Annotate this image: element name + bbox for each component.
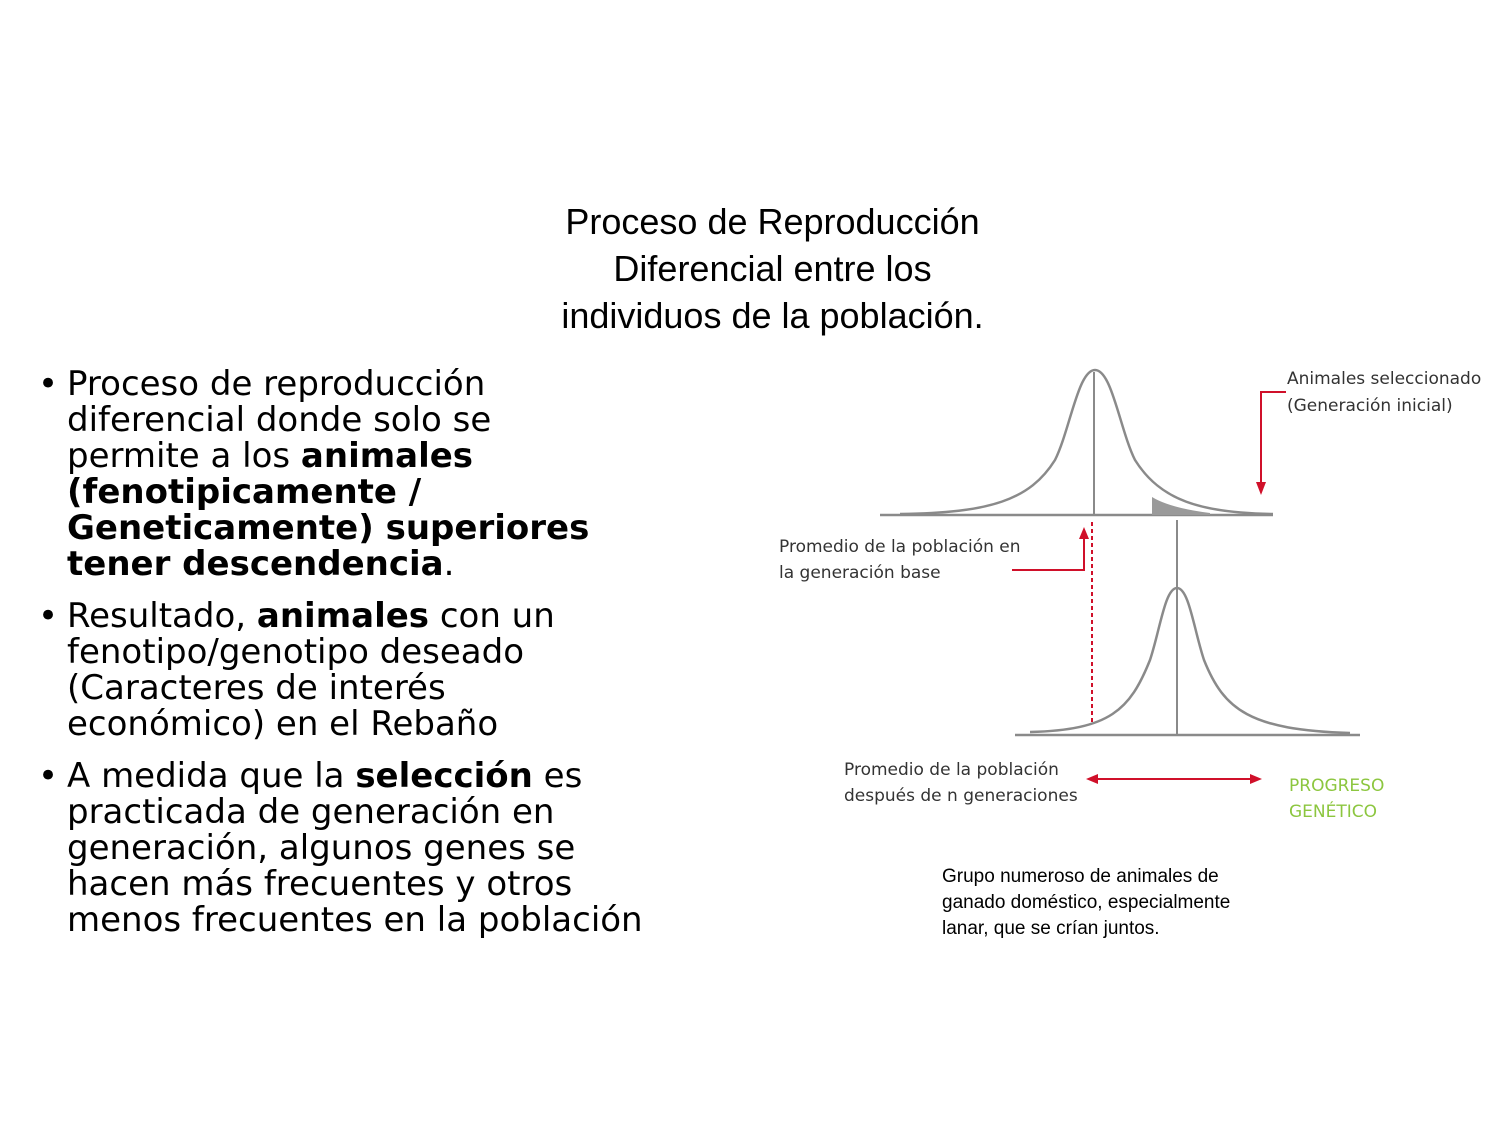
- bullet-line: [67, 902, 678, 938]
- diagram-caption: [942, 864, 1302, 942]
- caption-line-1: Grupo numeroso de animales de: [942, 866, 1219, 887]
- genetic-progress-arrowhead-left: [1086, 774, 1098, 784]
- bullet-text: es: [532, 756, 583, 796]
- base-distribution-curve: [900, 370, 1273, 514]
- bullet-line: [67, 794, 678, 830]
- bullet-item: [38, 366, 678, 582]
- bullet-item: [38, 598, 678, 742]
- bullet-text: menos frecuentes en la población: [67, 900, 643, 940]
- bullet-bold-text: (fenotipicamente /: [67, 472, 422, 512]
- bullet-line: [67, 510, 678, 546]
- base-mean-label-1: Promedio de la población en: [779, 537, 1021, 557]
- title-line-3: individuos de la población.: [561, 295, 984, 336]
- bullet-text: fenotipo/genotipo deseado: [67, 632, 525, 672]
- bullet-item: [38, 758, 678, 938]
- bullet-bold-text: animales: [256, 596, 430, 636]
- genetic-progress-label-1: PROGRESO: [1289, 776, 1385, 796]
- selection-diagram: [740, 350, 1485, 850]
- selected-animals-label-2: (Generación inicial): [1287, 396, 1453, 416]
- bullet-list: [38, 366, 678, 954]
- bullet-text: A medida que la: [67, 756, 356, 796]
- bullet-text: generación, algunos genes se: [67, 828, 576, 868]
- bullet-text: Resultado,: [67, 596, 257, 636]
- genetic-progress-arrowhead-right: [1250, 774, 1262, 784]
- base-mean-arrow: [1012, 536, 1084, 570]
- bullet-line: [67, 866, 678, 902]
- selected-animals-arrow: [1261, 392, 1286, 486]
- bullet-bold-text: Geneticamente) superiores: [67, 508, 590, 548]
- bullet-text: .: [443, 544, 455, 584]
- bullet-line: [67, 366, 678, 402]
- bullet-line: [67, 598, 678, 634]
- bullet-line: [67, 830, 678, 866]
- selected-animals-label-1: Animales seleccionado: [1287, 369, 1482, 389]
- bullet-line: [67, 634, 678, 670]
- bullet-line: [67, 402, 678, 438]
- bullet-text: hacen más frecuentes y otros: [67, 864, 573, 904]
- base-mean-label-2: la generación base: [779, 563, 941, 583]
- bullet-bold-text: animales: [300, 436, 474, 476]
- bullet-text: económico) en el Rebaño: [67, 704, 499, 744]
- bullet-line: [67, 438, 678, 474]
- caption-line-3: lanar, que se crían juntos.: [942, 918, 1160, 939]
- bullet-dot-icon: •: [38, 364, 59, 404]
- caption-line-2: ganado doméstico, especialmente: [942, 892, 1231, 913]
- after-generations-label-1: Promedio de la población: [844, 760, 1059, 780]
- genetic-progress-label-2: GENÉTICO: [1289, 802, 1378, 822]
- title-line-2: Diferencial entre los: [613, 248, 932, 289]
- bullet-line: [67, 706, 678, 742]
- slide-title: [460, 198, 1085, 339]
- selected-animals-arrowhead: [1256, 482, 1266, 495]
- bullet-text: con un: [429, 596, 555, 636]
- bullet-line: [67, 758, 678, 794]
- bullet-dot-icon: •: [38, 596, 59, 636]
- bullet-line: [67, 670, 678, 706]
- bullet-text: (Caracteres de interés: [67, 668, 446, 708]
- bullet-dot-icon: •: [38, 756, 59, 796]
- bullet-text: permite a los: [67, 436, 301, 476]
- bullet-text: practicada de generación en: [67, 792, 555, 832]
- bullet-bold-text: selección: [355, 756, 533, 796]
- bullet-line: [67, 474, 678, 510]
- title-line-1: Proceso de Reproducción: [565, 201, 980, 242]
- bullet-line: [67, 546, 678, 582]
- bullet-text: diferencial donde solo se: [67, 400, 492, 440]
- bullet-bold-text: tener descendencia: [67, 544, 444, 584]
- base-mean-arrowhead: [1079, 527, 1089, 539]
- after-generations-label-2: después de n generaciones: [844, 786, 1078, 806]
- bullet-text: Proceso de reproducción: [67, 364, 486, 404]
- improved-distribution-curve: [1030, 588, 1350, 733]
